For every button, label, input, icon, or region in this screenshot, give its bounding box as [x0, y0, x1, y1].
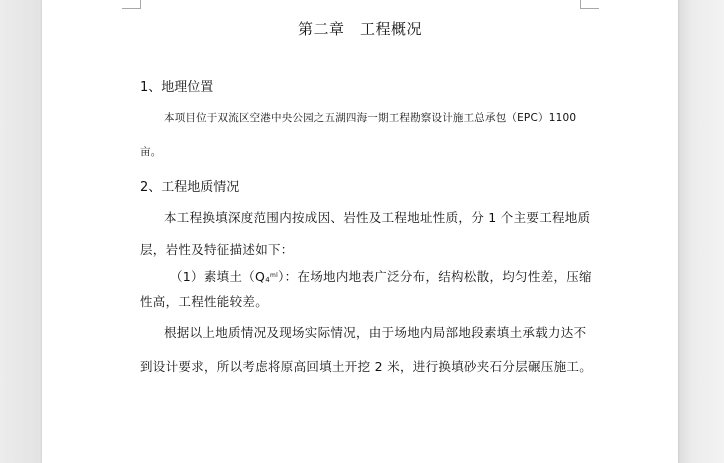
- section-heading-geology: 2、工程地质情况: [140, 180, 240, 195]
- location-paragraph-line-1: 本项目位于双流区空港中央公园之五湖四海一期工程勘察设计施工总承包（EPC）1100: [164, 112, 577, 124]
- text-boundary-corner-top-right: [580, 0, 599, 9]
- fill-soil-item-line-2: 性高，工程性能较差。: [140, 294, 269, 309]
- text-boundary-corner-top-left: [122, 0, 141, 9]
- geology-paragraph-line-2: 层，岩性及特征描述如下：: [140, 242, 294, 257]
- section-heading-location: 1、地理位置: [140, 80, 214, 95]
- fill-soil-item-line-1: [140, 267, 612, 285]
- geology-paragraph-line-1: 本工程换填深度范围内按成因、岩性及工程地址性质，分 1 个主要工程地质: [164, 210, 591, 225]
- fill-soil-subscript: 4: [265, 276, 270, 284]
- conclusion-paragraph-line-1: 根据以上地质情况及现场实际情况，由于场地内局部地段素填土承载力达不: [164, 325, 587, 340]
- conclusion-paragraph-line-2: 到设计要求，所以考虑将原高回填土开挖 2 米，进行换填砂夹石分层碾压施工。: [140, 359, 593, 374]
- fill-soil-superscript: ml: [269, 272, 279, 279]
- fill-soil-item-prefix: （1）素填土（Q: [170, 269, 266, 284]
- chapter-title: 第二章 工程概况: [297, 20, 422, 38]
- document-page[interactable]: [42, 0, 678, 463]
- left-margin-area: [0, 0, 42, 463]
- fill-soil-item-description: ）：在场地内地表广泛分布，结构松散，均匀性差，压缩: [278, 269, 592, 284]
- location-paragraph-line-2: 亩。: [140, 146, 162, 158]
- vertical-scrollbar-area[interactable]: [678, 0, 724, 463]
